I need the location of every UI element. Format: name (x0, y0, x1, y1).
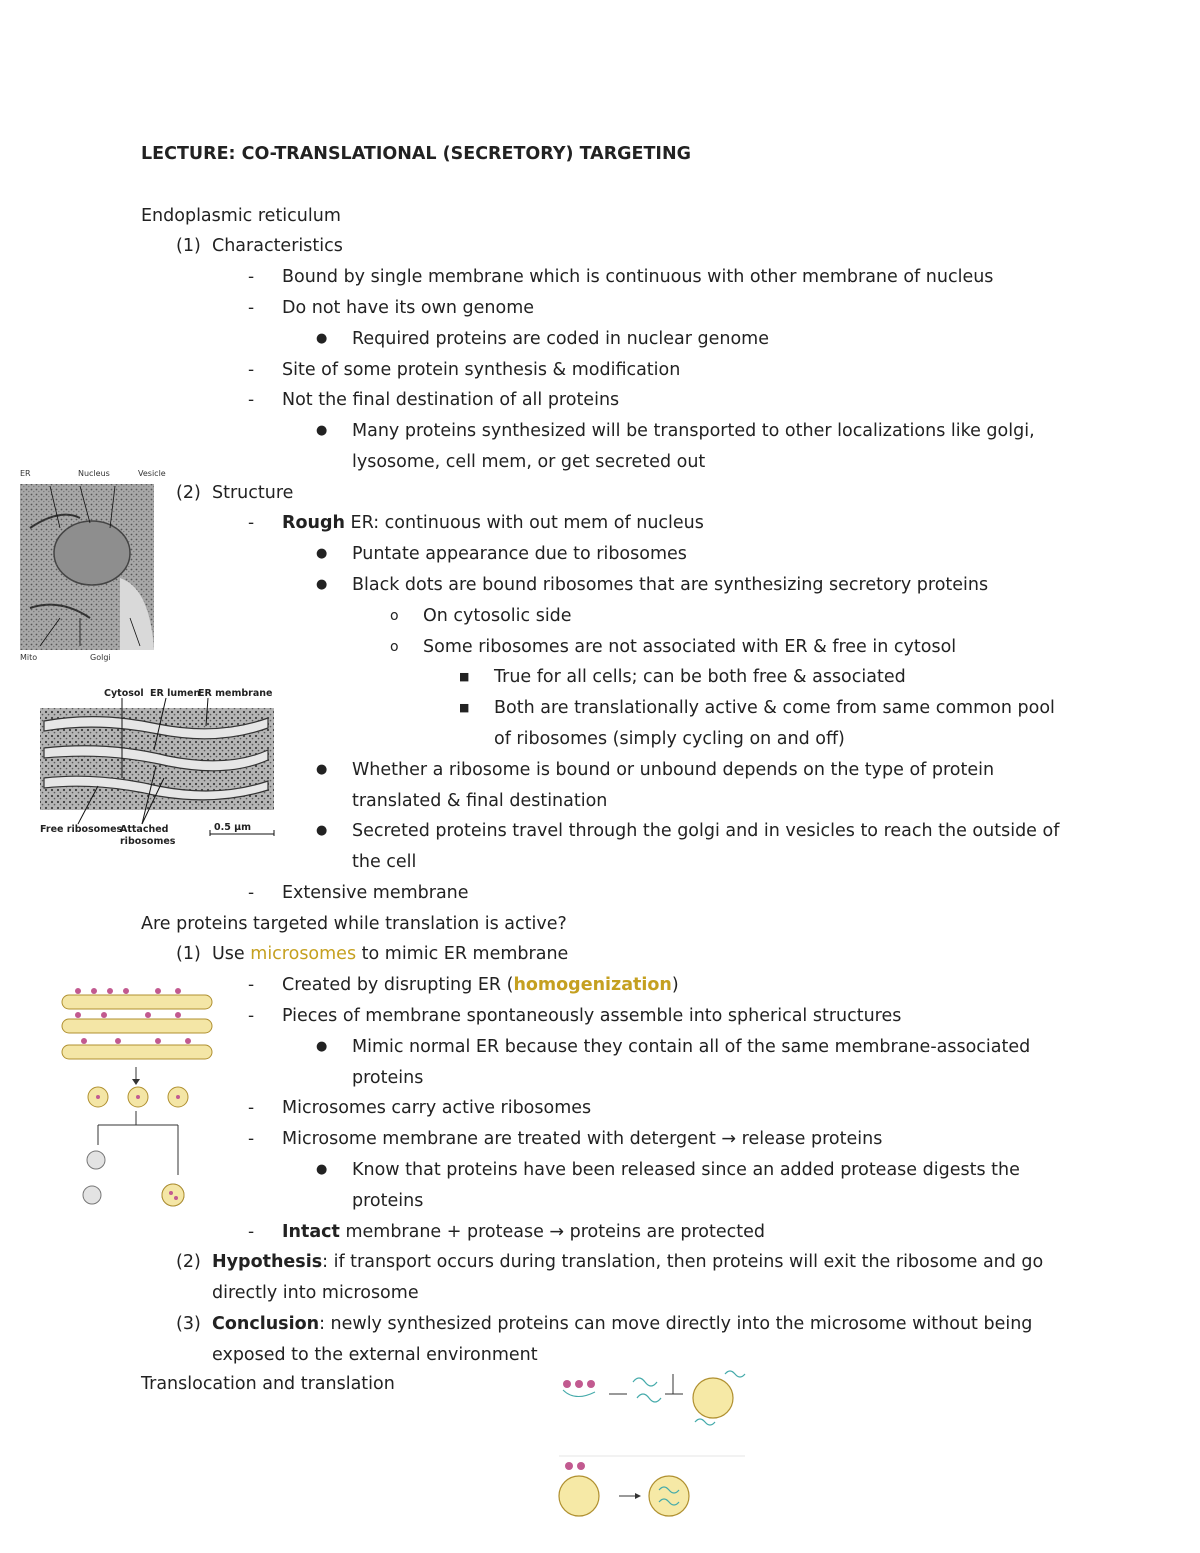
label-attached-ribosomes: Attached (120, 824, 169, 835)
dash-marker: - (248, 513, 255, 533)
numbered-item-hypothesis (176, 1251, 1044, 1273)
svg-text:Golgi: Golgi (90, 653, 111, 662)
bold-term: Conclusion (212, 1314, 320, 1334)
text-part: ) (671, 975, 679, 995)
list-item: Microsomes carry active ribosomes (282, 1098, 592, 1118)
micrograph-cell-figure (20, 468, 166, 666)
item-text: ER: continuous with out mem of nucleus (344, 513, 704, 533)
dash-marker: - (248, 267, 255, 287)
bullet-marker: ● (316, 331, 328, 346)
section-heading-question: Are proteins targeted while translation is active? (141, 914, 567, 934)
list-item: Know that proteins have been released since an added protease digests the (352, 1160, 1020, 1180)
dash-marker: - (248, 298, 255, 318)
text-part: Use (212, 944, 251, 964)
text-part: to mimic ER membrane (356, 944, 569, 964)
bullet-marker: ● (316, 762, 328, 777)
square-marker: ■ (459, 701, 470, 714)
item-number: (2) (176, 483, 201, 503)
list-item: On cytosolic side (423, 606, 572, 626)
list-item: Not the final destination of all proteins (282, 390, 620, 410)
label-free-ribosomes: Free ribosomes (40, 824, 123, 835)
circle-marker: o (390, 639, 399, 655)
label-er-membrane: ER membrane (198, 688, 273, 699)
highlighted-term: microsomes (250, 944, 357, 964)
numbered-item-microsomes (176, 943, 569, 965)
list-item-continuation: exposed to the external environment (212, 1345, 538, 1365)
list-item: Bound by single membrane which is continuous with other membrane of nucleus (282, 267, 994, 287)
list-item: Site of some protein synthesis & modification (282, 360, 681, 380)
page-title: LECTURE: CO-TRANSLATIONAL (SECRETORY) TARGETING (141, 144, 691, 164)
bullet-marker: ● (316, 546, 328, 561)
item-number: (1) (176, 944, 201, 964)
label-scale-bar: 0.5 μm (214, 822, 252, 833)
item-text (212, 943, 568, 965)
rough-er-micrograph-figure (38, 686, 278, 848)
list-item (282, 974, 679, 996)
dash-marker: - (248, 883, 255, 903)
list-item-continuation: the cell (352, 852, 417, 872)
list-item: Secreted proteins travel through the golgi and in vesicles to reach the outside of (352, 821, 1060, 841)
list-item: True for all cells; can be both free & associated (494, 667, 906, 687)
item-number: (3) (176, 1314, 201, 1334)
bullet-marker: ● (316, 823, 328, 838)
bullet-marker: ● (316, 1162, 328, 1177)
square-marker: ■ (459, 670, 470, 683)
label-er-lumen: ER lumen (150, 688, 201, 699)
dash-marker: - (248, 1098, 255, 1118)
bullet-marker: ● (316, 423, 328, 438)
list-item-rough-er (282, 512, 704, 534)
item-number: (2) (176, 1252, 201, 1272)
translocation-experiment-figure (555, 1368, 755, 1540)
section-heading-translocation: Translocation and translation (141, 1374, 395, 1394)
dash-marker: - (248, 1222, 255, 1242)
label-attached-ribosomes-line2: ribosomes (120, 836, 176, 847)
svg-text:Nucleus: Nucleus (78, 469, 110, 478)
dash-marker: - (248, 1129, 255, 1149)
item-number: (1) (176, 236, 201, 256)
dash-marker: - (248, 360, 255, 380)
dash-marker: - (248, 1006, 255, 1026)
numbered-item-structure (176, 482, 294, 504)
list-item: Whether a ribosome is bound or unbound depends on the type of protein (352, 760, 995, 780)
list-item-continuation: translated & final destination (352, 791, 608, 811)
bold-term: Hypothesis (212, 1252, 323, 1272)
list-item: Both are translationally active & come from same common pool (494, 698, 1055, 718)
circle-marker: o (390, 608, 399, 624)
numbered-item-conclusion (176, 1313, 1033, 1335)
text-part: : if transport occurs during translation, then proteins will exit the ribosome and go (322, 1252, 1044, 1272)
list-item: Mimic normal ER because they contain all of the same membrane-associated (352, 1037, 1031, 1057)
section-heading-er: Endoplasmic reticulum (141, 206, 341, 226)
bold-term: Intact (282, 1222, 340, 1242)
text-part: : newly synthesized proteins can move directly into the microsome without being (319, 1314, 1033, 1334)
bullet-marker: ● (316, 577, 328, 592)
list-item: Black dots are bound ribosomes that are synthesizing secretory proteins (352, 575, 989, 595)
svg-text:ER: ER (20, 469, 31, 478)
bold-term: Rough (282, 513, 345, 533)
list-item-continuation: proteins (352, 1068, 424, 1088)
list-item: Many proteins synthesized will be transported to other localizations like golgi, (352, 421, 1035, 441)
list-item-continuation: proteins (352, 1191, 424, 1211)
item-label: Structure (212, 483, 294, 503)
list-item: Pieces of membrane spontaneously assemble into spherical structures (282, 1006, 902, 1026)
svg-text:Vesicle: Vesicle (138, 469, 166, 478)
bullet-marker: ● (316, 1039, 328, 1054)
list-item-continuation: directly into microsome (212, 1283, 419, 1303)
list-item: Microsome membrane are treated with detergent → release proteins (282, 1129, 883, 1149)
label-cytosol: Cytosol (104, 688, 144, 699)
item-label: Characteristics (212, 236, 343, 256)
list-item: Extensive membrane (282, 883, 469, 903)
microsome-experiment-figure (28, 975, 228, 1227)
list-item: Required proteins are coded in nuclear genome (352, 329, 769, 349)
list-item (282, 1221, 765, 1243)
dash-marker: - (248, 390, 255, 410)
text-part: Created by disrupting ER ( (282, 975, 514, 995)
list-item-continuation: of ribosomes (simply cycling on and off) (494, 729, 845, 749)
list-item-continuation: lysosome, cell mem, or get secreted out (352, 452, 706, 472)
item-text (212, 1313, 1032, 1335)
svg-text:Mito: Mito (20, 653, 38, 662)
dash-marker: - (248, 975, 255, 995)
item-text: membrane + protease → proteins are protected (339, 1222, 766, 1242)
list-item: Do not have its own genome (282, 298, 535, 318)
list-item: Some ribosomes are not associated with ER & free in cytosol (423, 637, 957, 657)
list-item: Puntate appearance due to ribosomes (352, 544, 687, 564)
numbered-item-characteristics (176, 235, 343, 257)
highlighted-term: homogenization (513, 975, 672, 995)
item-text (212, 1251, 1043, 1273)
